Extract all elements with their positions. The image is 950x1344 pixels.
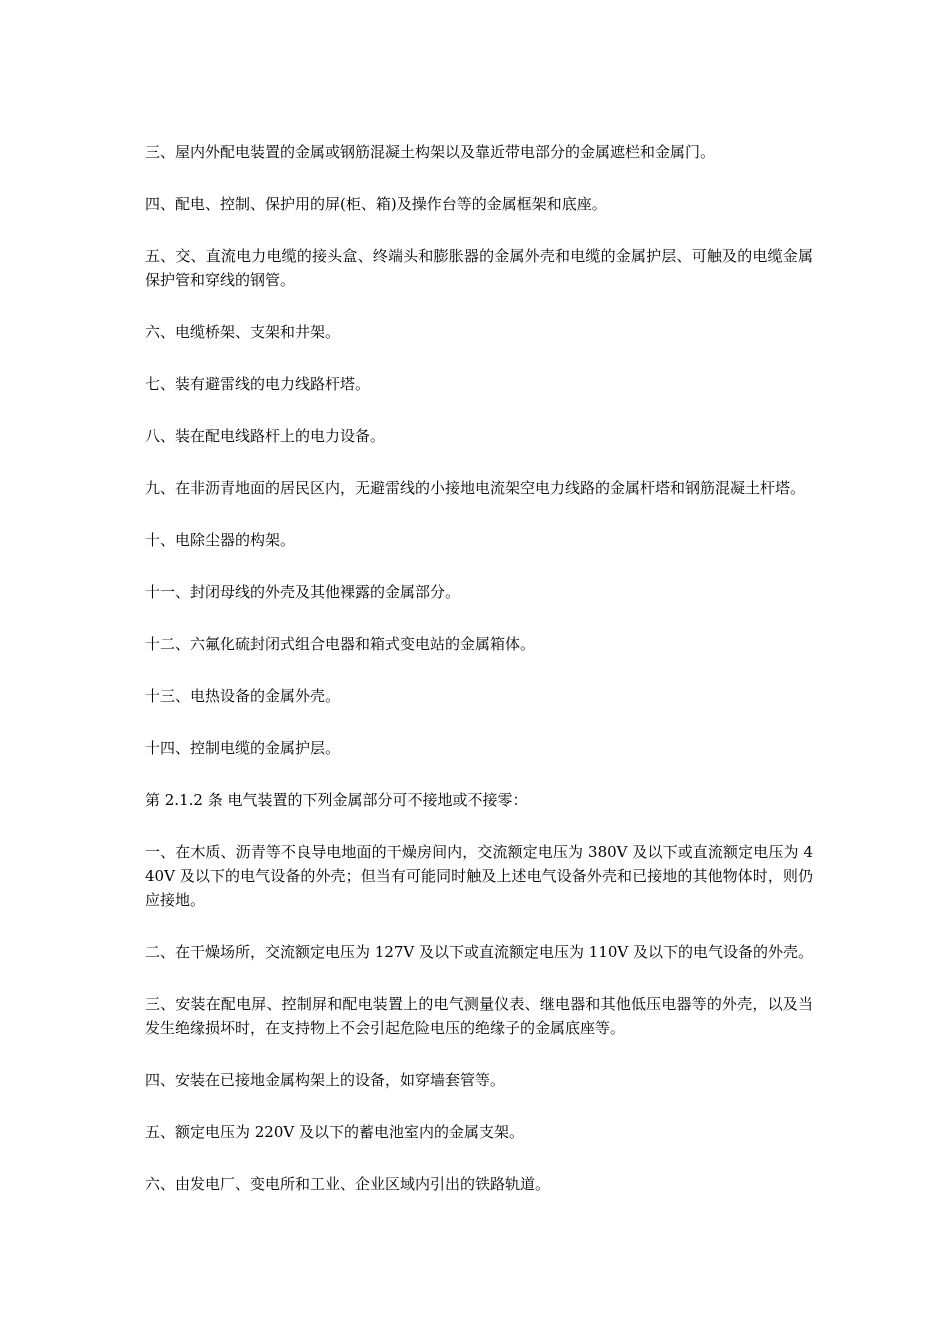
paragraph-item-4: 四、配电、控制、保护用的屏(柜、箱)及操作台等的金属框架和底座。 — [145, 195, 607, 213]
paragraph-item-12: 十二、六氟化硫封闭式组合电器和箱式变电站的金属箱体。 — [145, 635, 536, 653]
paragraph-item-5: 五、交、直流电力电缆的接头盒、终端头和膨胀器的金属外壳和电缆的金属护层、可触及的电缆金属保护管和穿线的钢管。 — [145, 247, 813, 289]
paragraph-item-14: 十四、控制电缆的金属护层。 — [145, 739, 341, 757]
paragraph-item-6: 六、电缆桥架、支架和井架。 — [145, 323, 341, 341]
paragraph-item-8: 八、装在配电线路杆上的电力设备。 — [145, 427, 386, 445]
exception-item-6: 六、由发电厂、变电所和工业、企业区域内引出的铁路轨道。 — [145, 1175, 551, 1193]
paragraph-item-9: 九、在非沥青地面的居民区内，无避雷线的小接地电流架空电力线路的金属杆塔和钢筋混凝土杆塔。 — [145, 479, 806, 497]
document-body — [145, 140, 813, 1224]
paragraph-item-7: 七、装有避雷线的电力线路杆塔。 — [145, 375, 371, 393]
exception-item-4: 四、安装在已接地金属构架上的设备，如穿墙套管等。 — [145, 1071, 506, 1089]
paragraph-item-11: 十一、封闭母线的外壳及其他裸露的金属部分。 — [145, 583, 461, 601]
paragraph-item-13: 十三、电热设备的金属外壳。 — [145, 687, 341, 705]
exception-item-5: 五、额定电压为 220V 及以下的蓄电池室内的金属支架。 — [145, 1123, 525, 1141]
paragraph-item-3: 三、屋内外配电装置的金属或钢筋混凝土构架以及靠近带电部分的金属遮栏和金属门。 — [145, 143, 716, 161]
paragraph-item-10: 十、电除尘器的构架。 — [145, 531, 296, 549]
exception-item-3: 三、安装在配电屏、控制屏和配电装置上的电气测量仪表、继电器和其他低压电器等的外壳，以及当发生绝缘损坏时，在支持物上不会引起危险电压的绝缘子的金属底座等。 — [145, 995, 813, 1037]
exception-item-2: 二、在干燥场所，交流额定电压为 127V 及以下或直流额定电压为 110V 及以下的电气设备的外壳。 — [145, 943, 814, 961]
section-heading: 第 2.1.2 条 电气装置的下列金属部分可不接地或不接零： — [145, 791, 528, 809]
exception-item-1: 一、在木质、沥青等不良导电地面的干燥房间内，交流额定电压为 380V 及以下或直流额定电压为 440V 及以下的电气设备的外壳；但当有可能同时触及上述电气设备外壳和已接地的其他物体时，则仍应接地。 — [145, 843, 813, 909]
